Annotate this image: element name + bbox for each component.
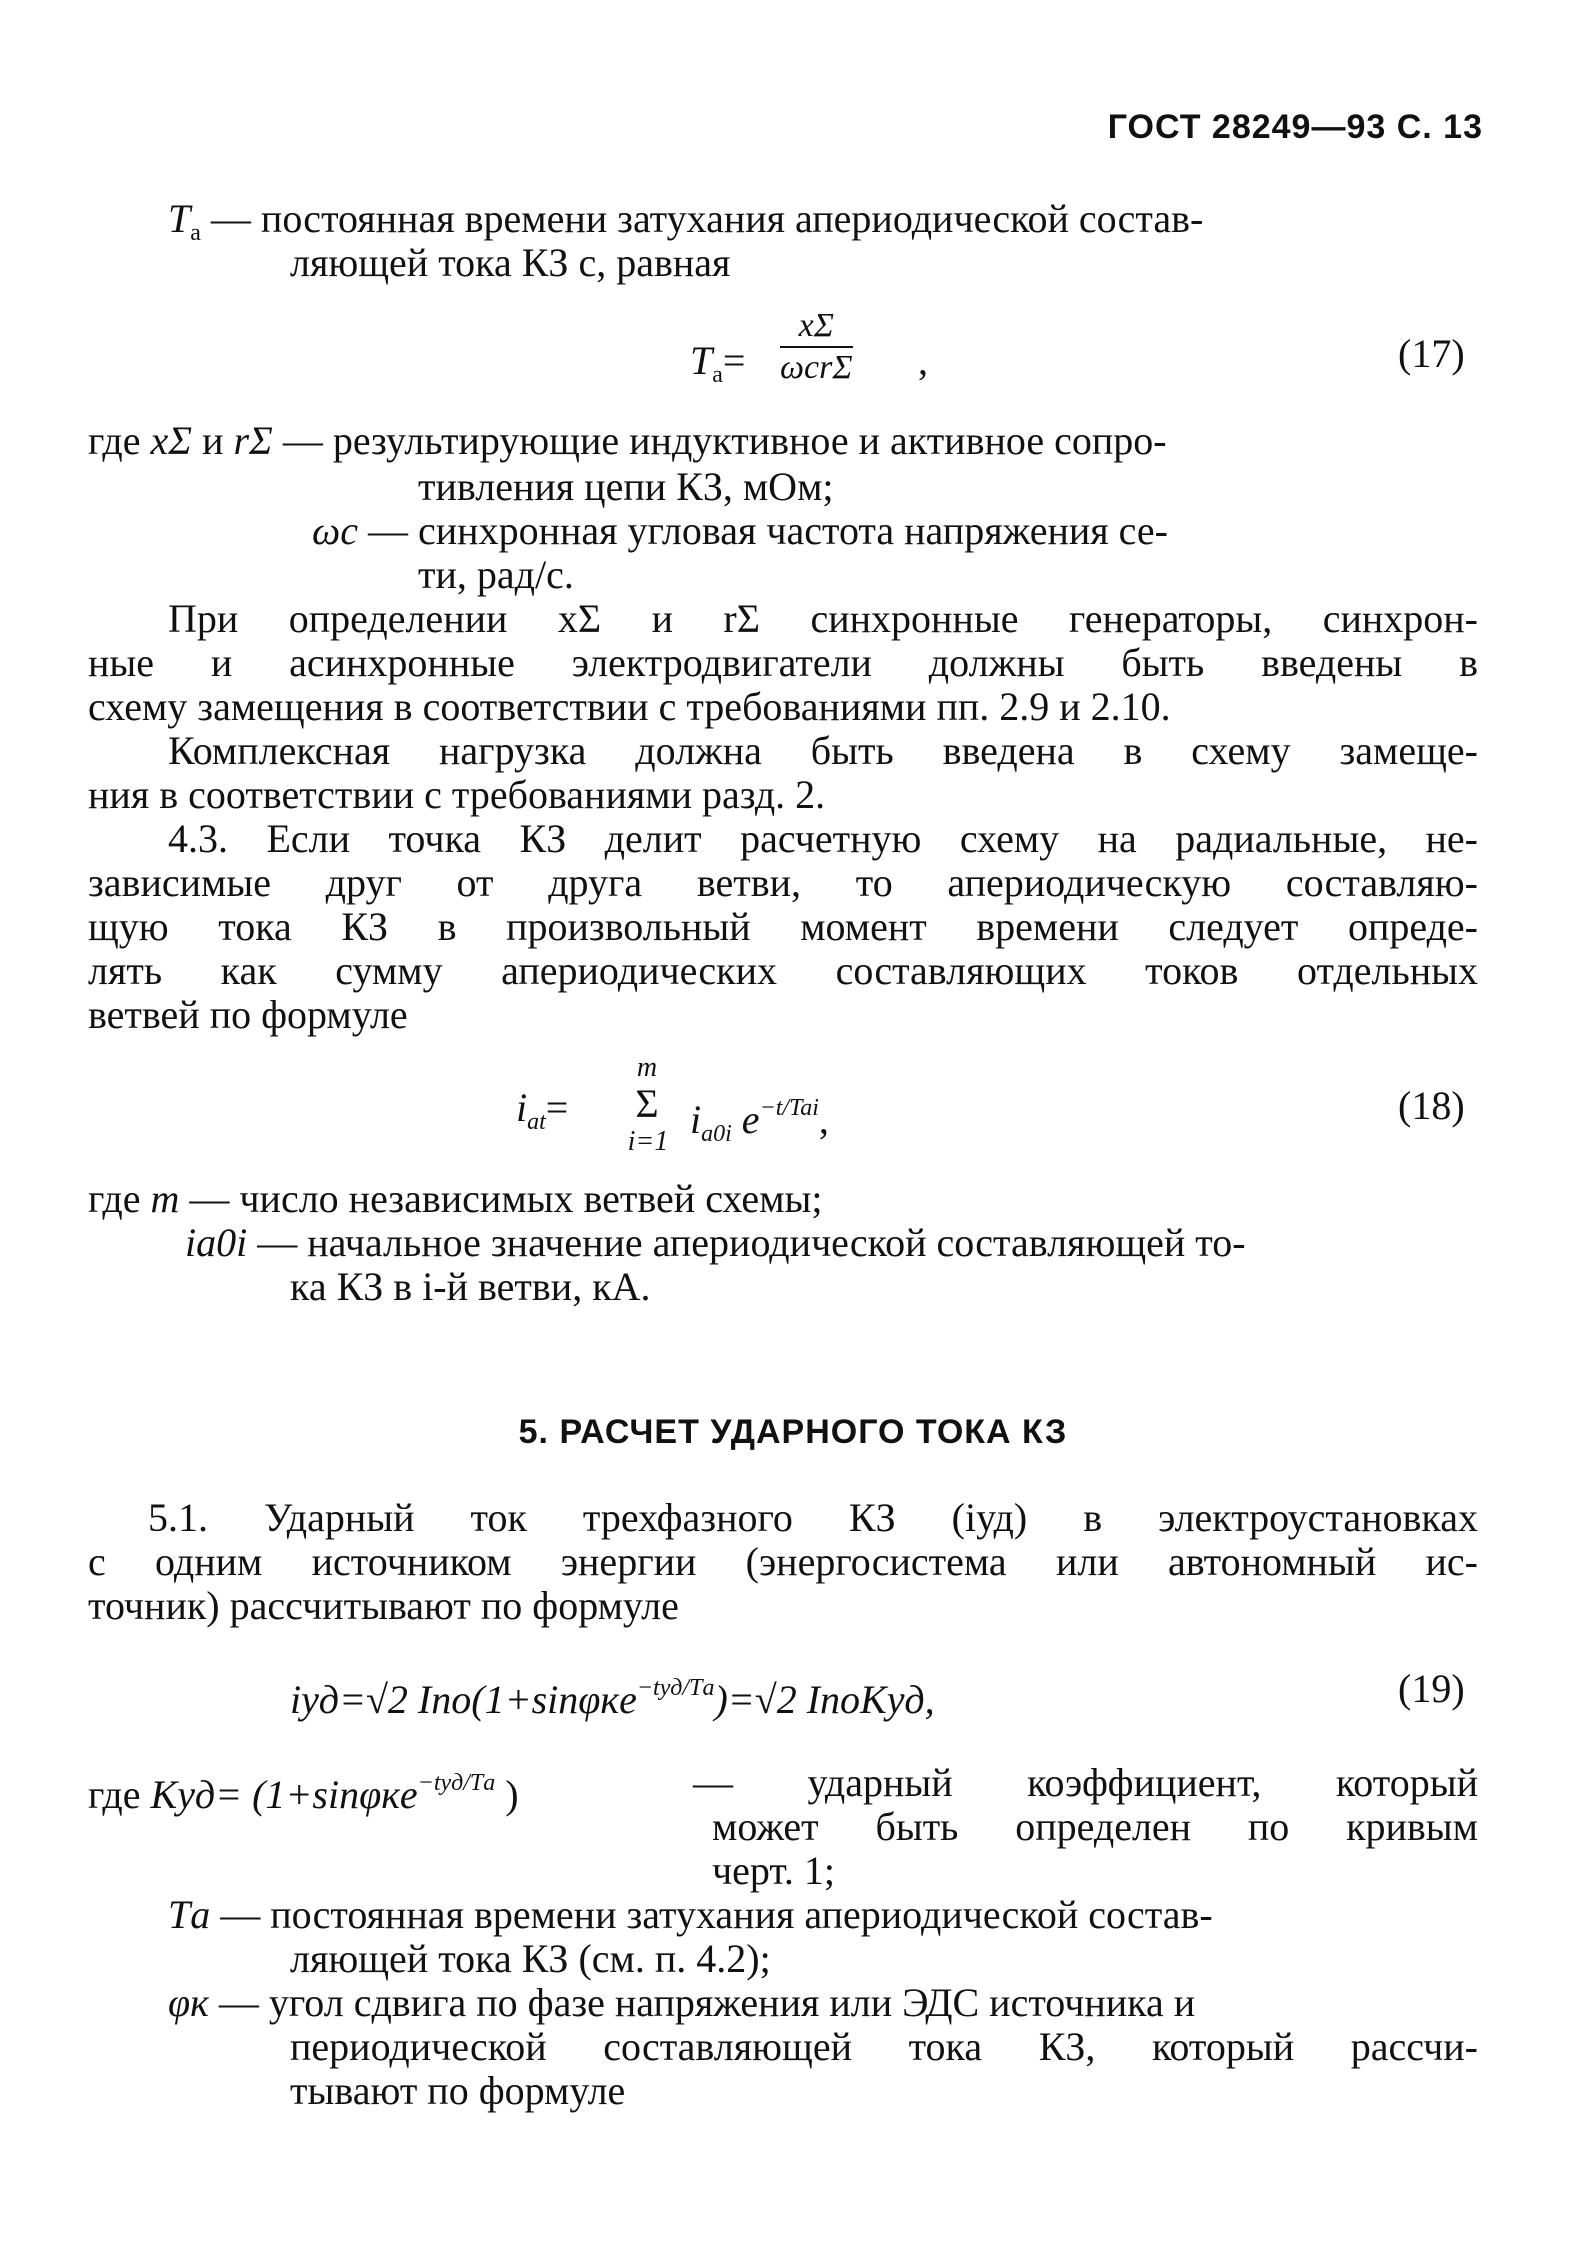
eq17-lhs-sub: а bbox=[712, 362, 723, 388]
where17-line2: тивления цепи КЗ, мОм; bbox=[418, 464, 834, 509]
where19-phi-text: — угол сдвига по фазе напряжения или ЭДС источника и bbox=[218, 1980, 1196, 2025]
where18-line2 bbox=[185, 1220, 1478, 1266]
where-word: где bbox=[88, 1772, 141, 1817]
eq18-comma: , bbox=[818, 1097, 829, 1142]
where19-line1-desc: — ударный коэффициент, который bbox=[693, 1760, 1478, 1805]
para4-line3: точник) рассчитывают по формуле bbox=[88, 1583, 679, 1628]
para2-line1: Комплексная нагрузка должна быть введена в схему замеще- bbox=[168, 728, 1478, 773]
where19-line6 bbox=[168, 1980, 1478, 2026]
para4-line2: с одним источником энергии (энергосистема или автономный ис- bbox=[88, 1539, 1478, 1584]
kud-formula: Kуд= (1+sinφкe bbox=[150, 1772, 418, 1817]
where18-ia0i-text: — начальное значение апериодической составляющей то- bbox=[257, 1220, 1246, 1265]
eq17-denominator: ωcrΣ bbox=[780, 349, 853, 386]
ta-definition-line2: ляющей тока КЗ с, равная bbox=[290, 240, 731, 285]
eq17-equals: = bbox=[722, 338, 746, 383]
eq18-term-symbol: i bbox=[690, 1097, 702, 1142]
eq17-numerator: xΣ bbox=[780, 306, 853, 348]
r-sigma-symbol: rΣ bbox=[233, 418, 273, 463]
eq17-fraction bbox=[780, 306, 853, 388]
where17-omega-text: — синхронная угловая частота напряжения се- bbox=[368, 508, 1168, 553]
eq19-left: iуд=√2 Iпо(1+sinφкe bbox=[290, 1677, 637, 1722]
eq17-comma: , bbox=[918, 338, 928, 383]
where19-line4 bbox=[168, 1892, 1478, 1938]
para3-line5: ветвей по формуле bbox=[88, 992, 408, 1037]
where19-ta-text: — постоянная времени затухания апериодической состав- bbox=[220, 1892, 1213, 1937]
ta-symbol: T bbox=[168, 196, 191, 241]
where19-line3: черт. 1; bbox=[712, 1848, 835, 1893]
para1-line1: При определении xΣ и rΣ синхронные генераторы, синхрон- bbox=[168, 596, 1478, 641]
eq17-number: (17) bbox=[1398, 331, 1465, 376]
para3-line1: 4.3. Если точка КЗ делит расчетную схему на радиальные, не- bbox=[168, 816, 1478, 861]
where19-line2: может быть определен по кривым bbox=[712, 1804, 1478, 1849]
where19-line1 bbox=[88, 1760, 519, 1818]
where17-line1 bbox=[88, 418, 1478, 464]
where18-line1 bbox=[88, 1176, 823, 1222]
eq18-term bbox=[690, 1085, 829, 1157]
eq17-lhs-symbol: T bbox=[690, 338, 713, 383]
eq17-lhs bbox=[690, 338, 745, 398]
ta-subscript: а bbox=[190, 220, 201, 246]
running-title: ГОСТ 28249—93 С. 13 bbox=[1107, 108, 1483, 146]
eq18-term-sub: a0i bbox=[701, 1121, 732, 1147]
m-symbol: m bbox=[150, 1176, 180, 1221]
section-title: 5. РАСЧЕТ УДАРНОГО ТОКА КЗ bbox=[518, 1413, 1068, 1451]
where-word: где bbox=[88, 418, 141, 463]
eq18-exp-power: −t/Tai bbox=[759, 1095, 819, 1121]
eq18-sum-sign: Σ bbox=[635, 1081, 659, 1126]
eq19-formula bbox=[290, 1665, 935, 1723]
where18-m-text: — число независимых ветвей схемы; bbox=[189, 1176, 823, 1221]
kud-exponent: −tуд/Tа bbox=[417, 1770, 496, 1796]
para3-line4: лять как сумму апериодических составляющих токов отдельных bbox=[88, 948, 1478, 993]
and-word: и bbox=[202, 418, 224, 463]
para1-line2: ные и асинхронные электродвигатели должны быть введены в bbox=[88, 640, 1478, 685]
eq18-sum-top: m bbox=[636, 1052, 658, 1083]
eq19-number: (19) bbox=[1398, 1666, 1465, 1711]
para3-line2: зависимые друг от друга ветви, то апериодическую составляю- bbox=[88, 860, 1478, 905]
para2-line2: ния в соответствии с требованиями разд. 2. bbox=[88, 772, 826, 817]
eq18-equals: = bbox=[545, 1085, 569, 1130]
omega-c-symbol: ωc bbox=[312, 508, 358, 553]
where17-line4: ти, рад/с. bbox=[418, 552, 574, 597]
where19-line7: периодической составляющей тока КЗ, который рассчи- bbox=[290, 2024, 1478, 2069]
ia0i-symbol: ia0i bbox=[185, 1220, 248, 1265]
where18-line3: ка КЗ в i-й ветви, кА. bbox=[290, 1264, 651, 1309]
eq19-right: )=√2 IпоKуд, bbox=[714, 1677, 935, 1722]
phi-k-symbol: φк bbox=[168, 1980, 209, 2025]
eq18-number: (18) bbox=[1398, 1083, 1465, 1128]
para4-line1: 5.1. Ударный ток трехфазного КЗ (iуд) в электроустановках bbox=[148, 1495, 1478, 1540]
eq18-exp-base: e bbox=[741, 1097, 760, 1142]
ta-definition-text: — постоянная времени затухания апериодической состав- bbox=[210, 196, 1204, 241]
where19-line8: тывают по формуле bbox=[290, 2068, 626, 2113]
eq18-lhs-symbol: i bbox=[516, 1085, 528, 1130]
eq19-exponent: −tуд/Tа bbox=[636, 1675, 715, 1701]
eq18-lhs bbox=[516, 1085, 568, 1145]
x-sigma-symbol: xΣ bbox=[150, 418, 193, 463]
where-word: где bbox=[88, 1176, 141, 1221]
where17-text: — результирующие индуктивное и активное сопро- bbox=[282, 418, 1167, 463]
eq18-lhs-sub: at bbox=[527, 1109, 546, 1135]
para3-line3: щую тока КЗ в произвольный момент времени следует опреде- bbox=[88, 904, 1478, 949]
kud-close-paren: ) bbox=[505, 1772, 519, 1817]
ta-symbol: Tа bbox=[168, 1892, 211, 1937]
where17-line3 bbox=[312, 508, 1478, 554]
eq18-sum-bottom: i=1 bbox=[627, 1126, 669, 1157]
para1-line3: схему замещения в соответствии с требованиями пп. 2.9 и 2.10. bbox=[88, 684, 1171, 729]
where19-line5: ляющей тока КЗ (см. п. 4.2); bbox=[290, 1936, 771, 1981]
